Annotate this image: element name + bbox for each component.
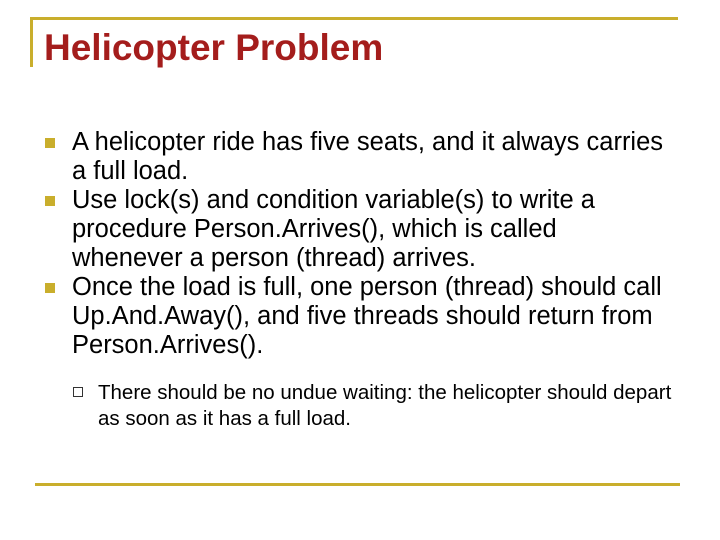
bullet-text: Once the load is full, one person (thread) should call Up.And.Away(), and five threads should return from Person.Arrives(). bbox=[72, 273, 662, 359]
bullet-item bbox=[44, 273, 674, 432]
bullet-list bbox=[44, 128, 674, 432]
bullet-text: Use lock(s) and condition variable(s) to write a procedure Person.Arrives(), which is called whenever a person (thread) arrives. bbox=[72, 186, 595, 272]
bullet-item bbox=[44, 186, 674, 273]
subbullet-list bbox=[72, 380, 674, 432]
square-bullet-icon bbox=[45, 196, 55, 206]
top-rule bbox=[30, 17, 678, 20]
subbullet-item bbox=[72, 380, 674, 432]
square-bullet-icon bbox=[45, 283, 55, 293]
bullet-text: A helicopter ride has five seats, and it always carries a full load. bbox=[72, 128, 664, 185]
slide-title: Helicopter Problem bbox=[44, 27, 384, 68]
bottom-rule bbox=[35, 483, 680, 486]
left-rule bbox=[30, 17, 33, 67]
square-bullet-icon bbox=[45, 138, 55, 148]
subbullet-text: There should be no undue waiting: the helicopter should depart as soon as it has a full load. bbox=[98, 381, 672, 430]
bullet-item bbox=[44, 128, 674, 186]
hollow-square-bullet-icon bbox=[73, 387, 83, 397]
